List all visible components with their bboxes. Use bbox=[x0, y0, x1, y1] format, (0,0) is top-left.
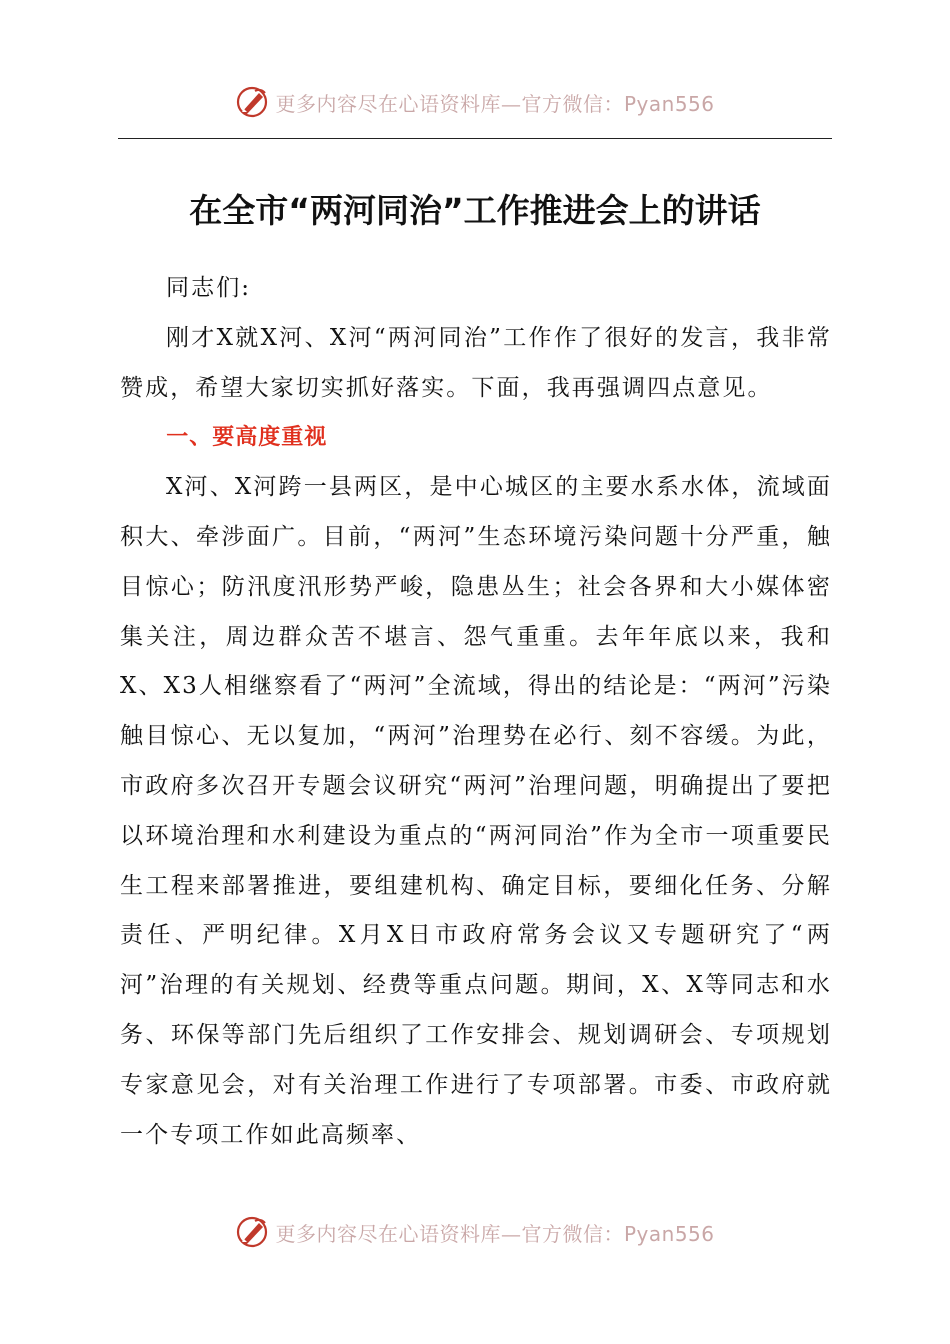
watermark-text: 更多内容尽在心语资料库—官方微信：Pyan556 bbox=[275, 91, 715, 116]
footer-watermark bbox=[0, 1212, 950, 1252]
document-body bbox=[120, 264, 832, 1160]
intro-paragraph: 刚才X就X河、X河“两河同治”工作作了很好的发言，我非常赞成，希望大家切实抓好落实。下面，我再强调四点意见。 bbox=[120, 324, 832, 401]
document-title: 在全市“两河同治”工作推进会上的讲话 bbox=[189, 191, 761, 230]
header-watermark bbox=[0, 82, 950, 122]
section-1-paragraph: X河、X河跨一县两区，是中心城区的主要水系水体，流域面积大、牵涉面广。目前，“两河”生态环境污染问题十分严重，触目惊心；防汛度汛形势严峻，隐患丛生；社会各界和大小媒体密集关注，周边群众苦不堪言、怨气重重。去年年底以来，我和X、X3人相继察看了“两河”全流域，得出的结论是：“两河”污染触目惊心、无以复加，“两河”治理势在必行、刻不容缓。为此，市政府多次召开专题会议研究“两河”治理问题，明确提出了要把以环境治理和水利建设为重点的“两河同治”作为全市一项重要民生工程来部署推进，要组建机构、确定目标，要细化任务、分解责任、严明纪律。X月X日市政府常务会议又专题研究了“两河”治理的有关规划、经费等重点问题。期间，X、X等同志和水务、环保等部门先后组织了工作安排会、规划调研会、专项规划专家意见会，对有关治理工作进行了专项部署。市委、市政府就一个专项工作如此高频率、 bbox=[120, 474, 832, 1148]
header-divider bbox=[118, 138, 832, 139]
pen-seal-logo-icon bbox=[235, 1215, 269, 1249]
salutation: 同志们: bbox=[166, 275, 252, 301]
watermark-text: 更多内容尽在心语资料库—官方微信：Pyan556 bbox=[275, 1221, 715, 1246]
section-heading-1: 一、要高度重视 bbox=[166, 425, 328, 451]
pen-seal-logo-icon bbox=[235, 85, 269, 119]
